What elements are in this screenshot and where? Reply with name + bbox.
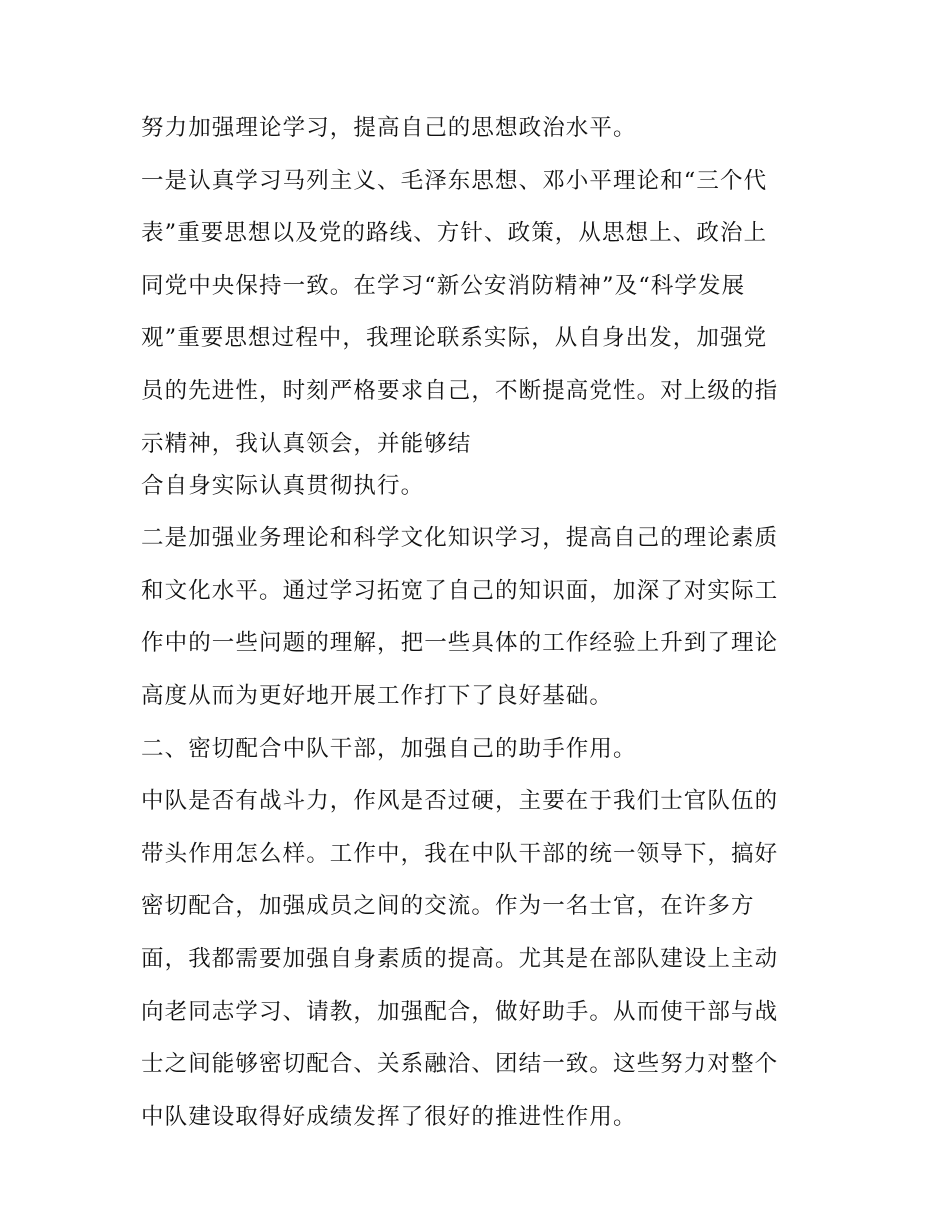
text-line: 员的先进性，时刻严格要求自己，不断提高党性。对上级的指 (141, 377, 779, 404)
text-line: 中队是否有战斗力，作风是否过硬，主要在于我们士官队伍的 (141, 788, 779, 815)
text-line: 二、密切配合中队干部，加强自己的助手作用。 (141, 735, 637, 762)
text-line: 同党中央保持一致。在学习“新公安消防精神”及“科学发展 (141, 272, 746, 299)
text-line: 一是认真学习马列主义、毛泽东思想、邓小平理论和“三个代 (141, 167, 768, 194)
text-line: 表”重要思想以及党的路线、方针、政策，从思想上、政治上 (141, 220, 768, 247)
text-line: 合自身实际认真贯彻执行。 (141, 472, 425, 499)
text-line: 观”重要思想过程中，我理论联系实际，从自身出发，加强党 (141, 325, 768, 352)
text-line: 密切配合，加强成员之间的交流。作为一名士官，在许多方 (141, 893, 755, 920)
text-line: 向老同志学习、请教，加强配合，做好助手。从而使干部与战 (141, 998, 779, 1025)
text-line: 和文化水平。通过学习拓宽了自己的知识面，加深了对实际工 (141, 577, 779, 604)
text-line: 作中的一些问题的理解，把一些具体的工作经验上升到了理论 (141, 630, 779, 657)
text-line: 面，我都需要加强自身素质的提高。尤其是在部队建设上主动 (141, 945, 779, 972)
text-line: 示精神，我认真领会，并能够结 (141, 430, 472, 457)
text-line: 士之间能够密切配合、关系融洽、团结一致。这些努力对整个 (141, 1051, 779, 1078)
text-line: 二是加强业务理论和科学文化知识学习，提高自己的理论素质 (141, 525, 779, 552)
document-body (141, 108, 821, 1149)
text-line: 努力加强理论学习，提高自己的思想政治水平。 (141, 115, 637, 141)
text-line: 带头作用怎么样。工作中，我在中队干部的统一领导下，搞好 (141, 840, 779, 867)
text-line: 中队建设取得好成绩发挥了很好的推进性作用。 (141, 1103, 637, 1130)
text-line: 高度从而为更好地开展工作打下了良好基础。 (141, 682, 614, 709)
